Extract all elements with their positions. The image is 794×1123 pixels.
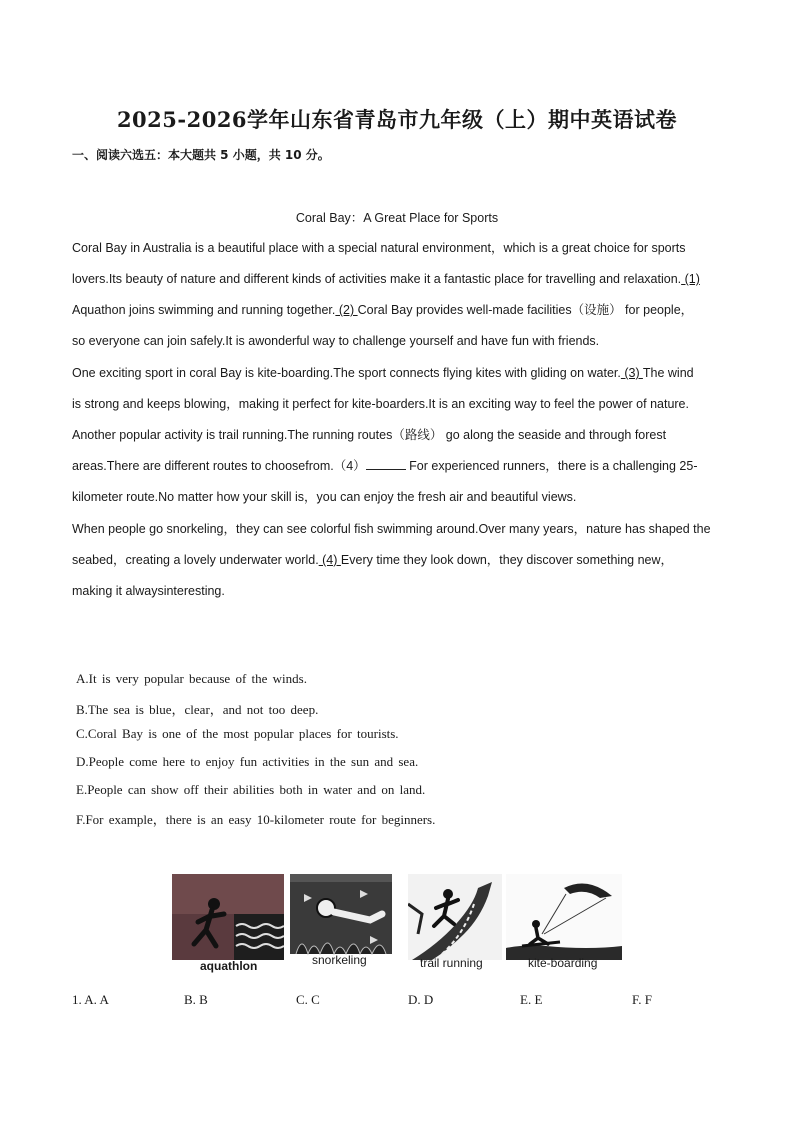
answer-choice[interactable]: E. E [520,992,543,1007]
passage-heading: Coral Bay：A Great Place for Sports [295,211,499,225]
answer-blank[interactable] [366,458,406,470]
passage-line [72,271,722,287]
answer-choice[interactable]: F. F [632,992,652,1007]
passage-line [72,302,722,318]
passage-text: One exciting sport in coral Bay is kite-boarding.The sport connects flying kites with gliding on water. [72,366,621,380]
blank-marker: (1) [681,272,700,286]
passage-line [72,365,722,381]
answer-choice[interactable]: 1. A. A [72,992,109,1007]
answer-choice[interactable]: B. B [184,992,208,1007]
caption-aquathlon: aquathlon [200,959,258,973]
trail-running-image [408,874,502,960]
answer-choices [72,992,722,1010]
passage-text: Every time they look down，they discover something new， [340,553,673,567]
passage-text: The wind [642,366,694,380]
passage-line: kilometer route.No matter how your skill is，you can enjoy the fresh air and beautiful views. [72,490,577,504]
section-heading: 一、阅读六选五：本大题共 5 小题，共 10 分。 [72,148,330,162]
caption-snorkeling: snorkeling [312,953,367,967]
snorkeling-image [290,874,392,960]
passage-line: is strong and keeps blowing，making it perfect for kite-boarders.It is an exciting way to feel the power of nature. [72,397,689,411]
caption-trail-running: trail running [420,956,483,970]
passage-line [72,458,722,474]
option-c: C.Coral Bay is one of the most popular places for tourists. [76,726,399,741]
passage-text: Aquathon joins swimming and running together. [72,303,336,317]
sports-illustrations [172,870,632,980]
passage-text: areas.There are different routes to choosefrom.（4） [72,459,366,473]
option-d: D.People come here to enjoy fun activities in the sun and sea. [76,754,419,769]
answer-choice[interactable]: D. D [408,992,434,1007]
passage-line: Another popular activity is trail running.The running routes（路线） go along the seaside and through forest [72,428,667,442]
passage-text: lovers.Its beauty of nature and different kinds of activities make it a fantastic place for travelling and relaxation. [72,272,682,286]
option-b: B.The sea is blue，clear，and not too deep. [76,702,319,717]
option-f: F.For example，there is an easy 10-kilometer route for beginners. [76,812,436,827]
kite-boarding-image [506,874,622,960]
passage-line: Coral Bay in Australia is a beautiful place with a special natural environment，which is a great choice for sports [72,241,686,255]
aquathlon-image [172,874,284,960]
caption-kite-boarding: kite-boarding [528,956,598,970]
passage-text: For experienced runners，there is a challenging 25- [405,459,698,473]
passage-text: seabed，creating a lovely underwater world. [72,553,319,567]
passage-text: Coral Bay provides well-made facilities（设施） for people， [357,303,694,317]
passage-line: making it alwaysinteresting. [72,584,225,598]
blank-marker: (2) [335,303,358,317]
passage-line: When people go snorkeling，they can see colorful fish swimming around.Over many years，nature has shaped the [72,522,711,536]
page-title: 2025-2026学年山东省青岛市九年级（上）期中英语试卷 [116,107,678,132]
blank-marker: (4) [318,553,341,567]
passage-line: so everyone can join safely.It is awonderful way to challenge yourself and have fun with friends. [72,334,600,348]
option-a: A.It is very popular because of the winds. [76,671,307,686]
passage-line [72,552,722,568]
option-e: E.People can show off their abilities both in water and on land. [76,782,426,797]
blank-marker: (3) [620,366,643,380]
answer-choice[interactable]: C. C [296,992,320,1007]
